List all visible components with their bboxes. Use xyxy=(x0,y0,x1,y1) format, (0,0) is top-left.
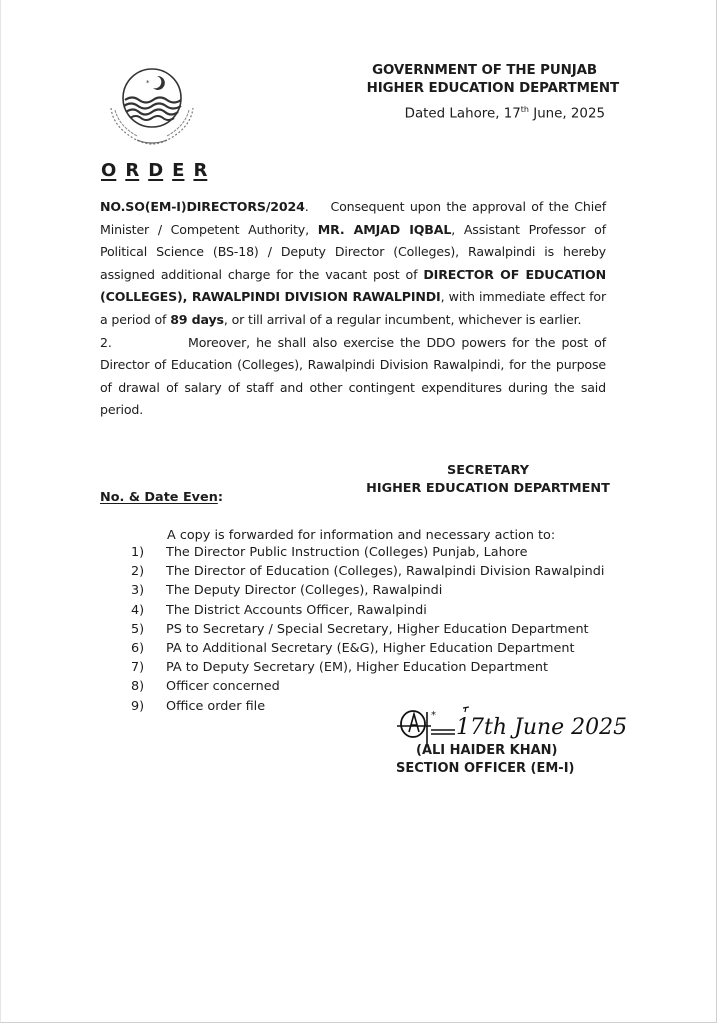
svg-text:*: * xyxy=(146,79,150,87)
recipient-item xyxy=(131,639,604,658)
secretary-department: HIGHER EDUCATION DEPARTMENT xyxy=(366,481,610,496)
punjab-emblem-icon xyxy=(101,58,203,148)
recipient-item xyxy=(131,658,604,677)
order-letter: R xyxy=(125,160,140,181)
paragraph-text: Moreover, he shall also exercise the DDO powers for the post of Director of Education (Colleges), Rawalpindi Division Rawalpindi, for the purpose of drawal of salary of staff and other contingent expenditures during the said period. xyxy=(100,334,606,418)
colon: : xyxy=(217,490,223,505)
secretary-title: SECRETARY xyxy=(446,463,529,478)
recipient-text: The Director of Education (Colleges), Rawalpindi Division Rawalpindi xyxy=(166,564,605,580)
order-letter: E xyxy=(172,160,185,181)
recipient-item xyxy=(131,562,604,581)
no-date-even-label xyxy=(100,490,223,505)
recipient-number: 3) xyxy=(131,583,145,599)
recipient-text: PA to Additional Secretary (E&G), Higher Education Department xyxy=(166,641,575,657)
period-days: 89 days xyxy=(170,311,224,327)
department-title: HIGHER EDUCATION DEPARTMENT xyxy=(366,81,619,96)
recipient-item xyxy=(131,601,604,620)
recipient-item xyxy=(131,581,604,600)
recipient-number: 9) xyxy=(131,698,145,714)
paragraph-2 xyxy=(100,332,606,422)
post-title: DIRECTOR OF EDUCATION (COLLEGES), RAWALPINDI DIVISION RAWALPINDI xyxy=(100,266,606,305)
order-letter: R xyxy=(193,160,208,181)
recipient-number: 2) xyxy=(131,564,145,580)
order-heading xyxy=(101,160,216,181)
endorsement-label: No. & Date Even xyxy=(100,490,218,505)
paragraph-text: . Consequent upon the approval of the Chief Minister / Competent Authority, xyxy=(100,199,610,237)
date-prefix: Dated Lahore, 17 xyxy=(404,106,521,122)
copy-forwarded-intro: A copy is forwarded for information and necessary action to: xyxy=(167,528,556,543)
date-superscript: th xyxy=(520,105,529,114)
order-number: NO.SO(EM-I)DIRECTORS/2024 xyxy=(100,199,305,214)
paragraph-text: , or till arrival of a regular incumbent, whichever is earlier. xyxy=(223,311,582,327)
recipient-number: 1) xyxy=(131,545,145,560)
government-title: GOVERNMENT OF THE PUNJAB xyxy=(372,63,597,78)
secretary-block xyxy=(361,462,615,498)
recipients-list xyxy=(131,543,604,716)
letterhead xyxy=(301,62,619,121)
recipient-number: 6) xyxy=(131,641,145,657)
paragraph-1 xyxy=(100,196,610,332)
officer-name: MR. AMJAD IQBAL xyxy=(317,221,452,237)
order-letter: O xyxy=(101,160,117,181)
recipient-text: The Deputy Director (Colleges), Rawalpindi xyxy=(166,583,443,599)
paragraph-number: 2. xyxy=(100,334,112,350)
dated-line xyxy=(301,105,619,121)
svg-text:*: * xyxy=(431,710,436,721)
signature-icon xyxy=(393,700,628,744)
date-suffix: June, 2025 xyxy=(528,106,605,122)
recipient-text: Office order file xyxy=(166,698,266,714)
recipient-text: Officer concerned xyxy=(166,679,280,695)
recipient-number: 5) xyxy=(131,621,145,637)
recipient-number: 8) xyxy=(131,679,145,695)
recipient-number: 4) xyxy=(131,602,145,618)
order-body xyxy=(100,196,610,422)
signatory-name: (ALI HAIDER KHAN) xyxy=(416,743,558,758)
recipient-item xyxy=(131,677,604,696)
recipient-text: The Director Public Instruction (Colleges) Punjab, Lahore xyxy=(166,545,528,560)
handwritten-date: 17th June 2025 xyxy=(456,715,628,740)
recipient-item xyxy=(131,620,604,639)
recipient-text: PA to Deputy Secretary (EM), Higher Education Department xyxy=(166,660,548,676)
recipient-number: 7) xyxy=(131,660,145,676)
paragraph-text: , with immediate effect for a period of xyxy=(100,289,606,327)
recipient-text: PS to Secretary / Special Secretary, Higher Education Department xyxy=(166,621,589,637)
paragraph-text: , Assistant Professor of Political Science (BS-18) / Deputy Director (Colleges), Rawalpindi is hereby assigned additional charge for the vacant post of xyxy=(100,221,606,282)
signatory-block xyxy=(396,742,586,778)
recipient-item xyxy=(131,543,604,562)
signatory-designation: SECTION OFFICER (EM-I) xyxy=(396,761,575,776)
order-letter: D xyxy=(148,160,164,181)
recipient-text: The District Accounts Officer, Rawalpindi xyxy=(166,602,427,618)
